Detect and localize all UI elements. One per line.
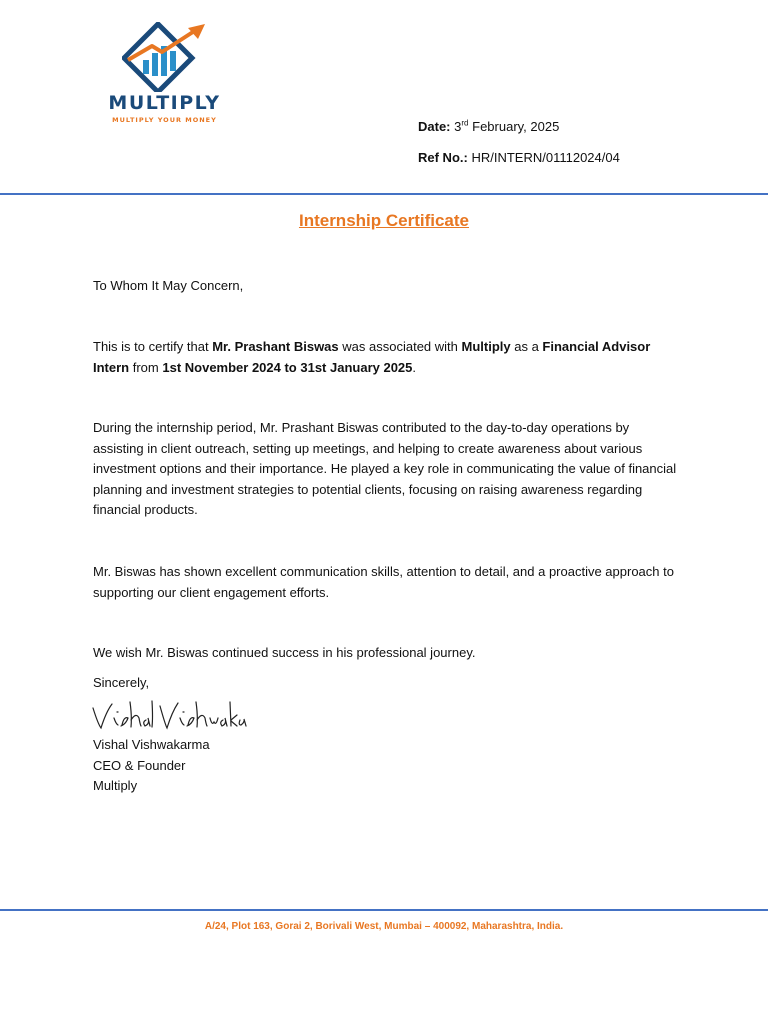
date-day: 3 <box>454 119 462 134</box>
header-divider <box>0 193 768 195</box>
certification-paragraph <box>93 337 683 378</box>
signatory-name: Vishal Vishwakarma <box>93 737 210 752</box>
internship-period: 1st November 2024 to 31st January 2025 <box>162 359 413 375</box>
greeting: To Whom It May Concern, <box>93 278 244 293</box>
p1-text-2: was associated with <box>338 339 462 354</box>
date-line <box>418 119 559 134</box>
brand-name: MULTIPLY <box>108 92 221 114</box>
intern-name: Mr. Prashant Biswas <box>212 339 339 354</box>
footer-address: A/24, Plot 163, Gorai 2, Borivali West, Mumbai – 400092, Maharashtra, India. <box>204 921 564 932</box>
intern-role: Financial Advisor Intern <box>93 339 651 375</box>
footer-divider <box>0 909 768 911</box>
ref-label: Ref No.: <box>418 150 468 165</box>
closing: Sincerely, <box>93 675 150 690</box>
company-logo <box>92 22 237 128</box>
p1-text-4: from <box>129 359 163 375</box>
p1-text-3: as a <box>510 339 543 354</box>
signatory-company: Multiply <box>93 778 138 793</box>
certificate-title: Internship Certificate <box>298 211 470 230</box>
p1-text-1: This is to certify that <box>93 339 213 354</box>
signatory-title: CEO & Founder <box>93 757 186 773</box>
p1-text-5: . <box>412 359 417 375</box>
skills-paragraph: Mr. Biswas has shown excellent communication skills, attention to detail, and a proactive approach to supporting our client engagement efforts. <box>93 564 674 600</box>
brand-tagline: MULTIPLY YOUR MONEY <box>112 116 217 124</box>
date-rest: February, 2025 <box>472 119 560 134</box>
growth-chart-icon <box>122 22 208 92</box>
signatory-block <box>93 735 683 797</box>
company-name: Multiply <box>461 339 511 354</box>
handwritten-signature <box>90 698 250 732</box>
ref-value: HR/INTERN/01112024/04 <box>471 150 620 165</box>
ref-line <box>418 150 620 165</box>
date-label: Date: <box>418 119 451 134</box>
wishes-paragraph: We wish Mr. Biswas continued success in his professional journey. <box>93 645 476 660</box>
contribution-paragraph: During the internship period, Mr. Prashant Biswas contributed to the day-to-day operations by assisting in client outreach, setting up meetings, and helping to create awareness about various investment options and their importance. He played a key role in communicating the value of financial planning and investment strategies to potential clients, focusing on raising awareness regarding financial products. <box>93 420 677 517</box>
date-suffix: rd <box>461 118 469 128</box>
